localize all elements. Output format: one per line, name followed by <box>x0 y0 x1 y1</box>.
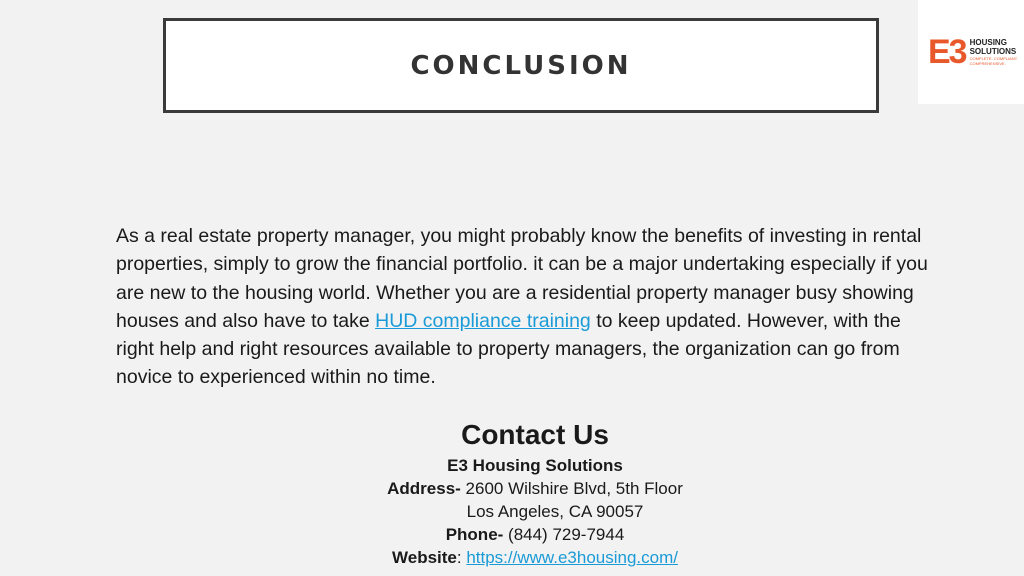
logo-words <box>970 38 1018 66</box>
slide-title: CONCLUSION <box>410 50 632 81</box>
address-street: 2600 Wilshire Blvd, 5th Floor <box>460 479 683 498</box>
logo-inner <box>928 32 1018 72</box>
logo-word-housing: HOUSING <box>969 38 1007 47</box>
address-line-2: Los Angeles, CA 90057 <box>466 502 644 521</box>
company-name: E3 Housing Solutions <box>447 456 623 475</box>
website-line <box>300 546 770 569</box>
paragraph-text-end: to keep updated. However, with the right help and right resources available to property managers, the organization can go from novice to experienced within no time. <box>116 309 901 389</box>
paragraph-text-start: As a real estate property manager, you might probably know the benefits of investing in rental properties, simply to grow the financial portfolio. it can be a major undertaking especially if you are new to the housing world. Whether you are a residential property manager busy showing houses and also have to take <box>116 225 928 332</box>
logo-mark: E3 <box>928 33 966 71</box>
phone-line <box>300 523 770 546</box>
logo-tagline: COMPLETE. COMPLIANT. COMPREHENSIVE. <box>969 56 1018 66</box>
address-line-1 <box>300 477 770 500</box>
logo-word-solutions: SOLUTIONS <box>969 47 1017 56</box>
website-separator: : <box>456 548 467 567</box>
conclusion-paragraph <box>116 222 936 392</box>
contact-section <box>300 416 770 569</box>
website-label: Website <box>392 548 457 567</box>
contact-heading: Contact Us <box>461 419 609 450</box>
slide-title-box <box>163 18 879 113</box>
hud-compliance-training-link[interactable]: HUD compliance training <box>375 309 591 332</box>
phone-label: Phone- <box>445 525 504 544</box>
address-label: Address- <box>387 479 461 498</box>
website-link[interactable]: https://www.e3housing.com/ <box>466 548 678 567</box>
company-logo <box>918 0 1024 104</box>
phone-number: (844) 729-7944 <box>503 525 625 544</box>
